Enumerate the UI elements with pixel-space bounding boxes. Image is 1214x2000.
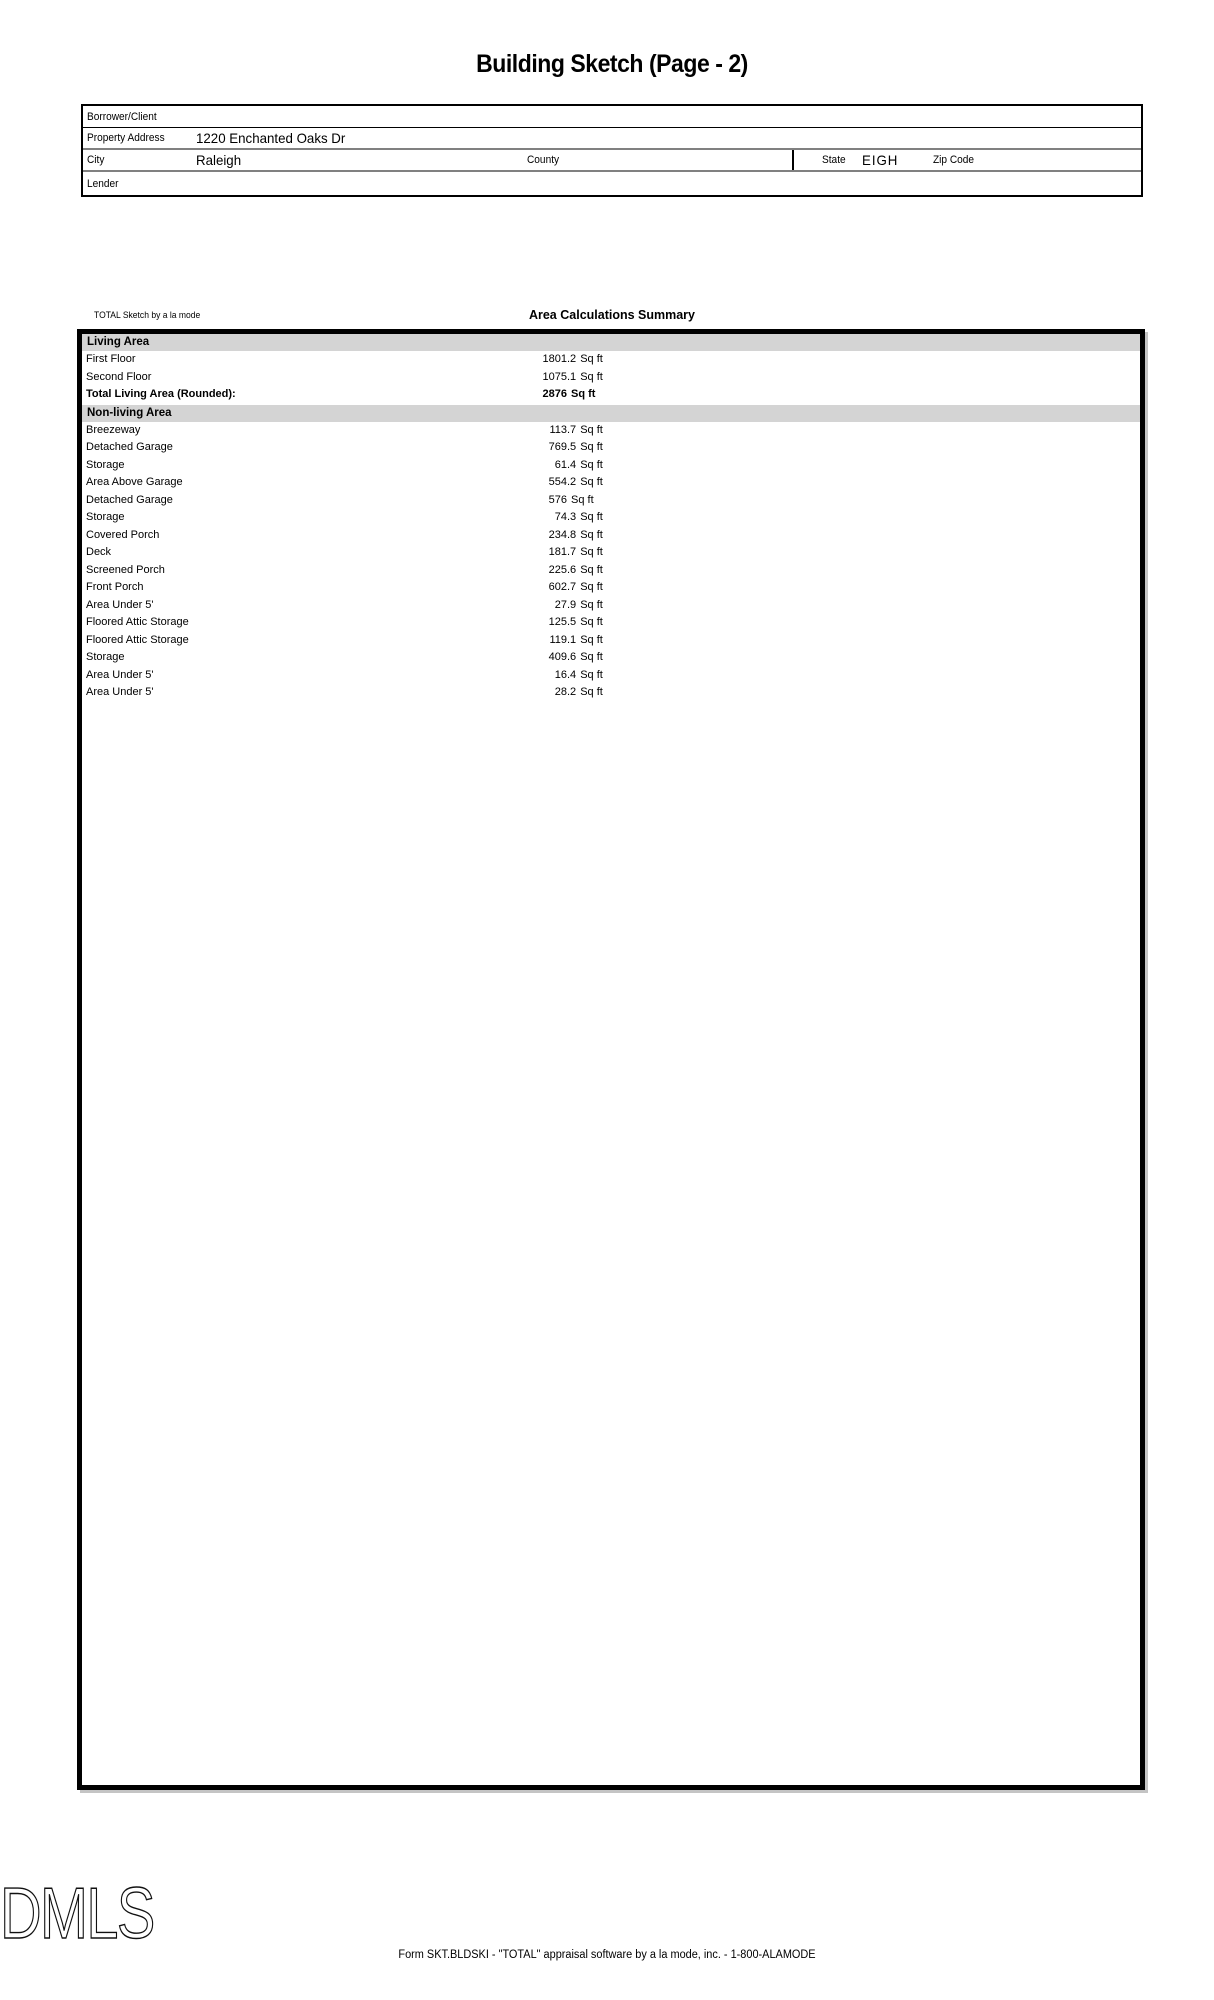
value-dec: .5: [567, 616, 577, 628]
value-int: 27: [554, 598, 567, 611]
calc-row-value: [487, 684, 603, 702]
area-calculations-heading: Area Calculations Summary: [528, 308, 696, 322]
value-unit: Sq ft: [580, 563, 603, 576]
value-unit: Sq ft: [580, 458, 603, 471]
value-int: 554: [548, 476, 567, 488]
calc-row-value: [487, 386, 595, 404]
state-label: State: [822, 154, 846, 166]
value-int: 769: [548, 441, 567, 453]
calc-row-label: First Floor: [86, 353, 136, 365]
calc-row: [82, 544, 1140, 562]
property-address-label: Property Address: [87, 132, 165, 144]
calc-row-label: Storage: [86, 651, 125, 663]
calc-row: [82, 667, 1140, 685]
value-int: 234: [548, 528, 567, 541]
property-address-row: [83, 128, 1141, 150]
value-unit: Sq ft: [580, 633, 603, 646]
calc-row-label: Area Under 5': [86, 686, 154, 698]
sketch-brand-label: TOTAL Sketch by a la mode: [94, 310, 201, 320]
value-dec: .2: [567, 476, 577, 488]
calc-row-value: [487, 667, 603, 685]
value-unit: Sq ft: [580, 476, 603, 488]
value-dec: .9: [567, 598, 577, 611]
value-int: 602: [548, 581, 567, 593]
value-int: 119: [549, 633, 567, 646]
value-unit: Sq ft: [580, 651, 603, 663]
zip-label: Zip Code: [933, 154, 975, 166]
calc-row: [82, 492, 1140, 510]
calc-row: [82, 457, 1140, 475]
calc-row-label: Storage: [86, 458, 125, 471]
value-unit: Sq ft: [580, 598, 603, 611]
calc-row: [82, 422, 1140, 440]
calc-row: [82, 632, 1140, 650]
calc-row-value: [487, 544, 603, 562]
property-address-value: 1220 Enchanted Oaks Dr: [196, 130, 346, 146]
value-unit: Sq ft: [580, 668, 603, 681]
calc-row-value: [487, 369, 603, 387]
calc-row: [82, 439, 1140, 457]
value-dec: .4: [567, 668, 577, 681]
lender-row: [83, 172, 1141, 195]
lender-label: Lender: [87, 177, 119, 190]
calc-row-value: [487, 632, 603, 650]
page-title: Building Sketch (Page - 2): [476, 50, 748, 78]
calc-row: [82, 369, 1140, 387]
calc-row-value: [487, 597, 603, 615]
value-int: 28: [554, 686, 567, 698]
value-dec: .7: [567, 423, 577, 436]
value-int: 1801: [542, 353, 567, 365]
total-living-area-row: [82, 386, 1140, 404]
calc-row: [82, 579, 1140, 597]
dmls-watermark: DMLS: [0, 1874, 154, 1954]
calc-row-label: Covered Porch: [86, 528, 160, 541]
calc-row-value: [487, 422, 603, 440]
value-int: 181: [548, 546, 567, 558]
calc-row-label: Area Under 5': [86, 598, 154, 611]
value-dec: .4: [567, 458, 577, 471]
calc-row: [82, 614, 1140, 632]
calc-row-label: Screened Porch: [86, 563, 165, 576]
value-unit: Sq ft: [580, 423, 603, 436]
calc-row-label: Detached Garage: [86, 441, 173, 453]
value-dec: .3: [567, 511, 577, 523]
value-dec: .1: [567, 633, 577, 646]
calc-row-label: Breezeway: [86, 423, 141, 436]
value-int: 125: [548, 616, 567, 628]
calc-row-value: [487, 509, 603, 527]
calc-row-label: Floored Attic Storage: [86, 616, 189, 628]
calc-row-label: Deck: [86, 546, 112, 558]
value-dec: .7: [567, 581, 577, 593]
county-label: County: [527, 154, 560, 166]
value-dec: .6: [567, 563, 577, 576]
value-unit: Sq ft: [580, 546, 603, 558]
calc-row-label: Second Floor: [86, 370, 152, 383]
calc-row: [82, 351, 1140, 369]
state-value: EIGH: [862, 152, 899, 168]
property-info-table: [81, 104, 1143, 197]
calc-row-value: [487, 474, 603, 492]
value-dec: .6: [567, 651, 577, 663]
city-value: Raleigh: [196, 152, 242, 168]
living-area-section-header: Living Area: [82, 334, 1140, 351]
value-dec: .1: [567, 370, 577, 383]
value-unit: Sq ft: [580, 581, 603, 593]
value-int: 74: [554, 511, 567, 523]
value-int: 225: [548, 563, 567, 576]
value-int: 2876: [542, 388, 567, 400]
calc-row-value: [487, 439, 603, 457]
calc-row-label: Area Above Garage: [86, 476, 183, 488]
calc-row-value: [487, 527, 603, 545]
city-label: City: [87, 154, 105, 166]
calc-row-label: Total Living Area (Rounded):: [86, 388, 236, 400]
calc-row: [82, 684, 1140, 702]
value-dec: .8: [567, 528, 577, 541]
calc-row: [82, 597, 1140, 615]
value-unit: Sq ft: [580, 511, 603, 523]
calc-row: [82, 649, 1140, 667]
value-int: 61: [554, 458, 567, 471]
value-dec: .7: [567, 546, 577, 558]
borrower-label: Borrower/Client: [87, 110, 157, 123]
value-int: 576: [548, 493, 567, 506]
value-unit: Sq ft: [571, 388, 596, 400]
calc-row: [82, 509, 1140, 527]
value-unit: Sq ft: [580, 370, 603, 383]
value-unit: Sq ft: [580, 616, 603, 628]
value-unit: Sq ft: [580, 686, 603, 698]
calc-row-value: [487, 614, 603, 632]
value-dec: .2: [567, 686, 577, 698]
value-int: 1075: [542, 370, 567, 383]
calc-row: [82, 562, 1140, 580]
value-int: 113: [549, 423, 567, 436]
calc-row: [82, 474, 1140, 492]
cell-divider: [792, 150, 794, 170]
calc-row-label: Front Porch: [86, 581, 144, 593]
value-dec: .5: [567, 441, 577, 453]
value-unit: Sq ft: [580, 528, 603, 541]
calc-row-value: [487, 562, 603, 580]
calc-row-value: [487, 492, 594, 510]
calc-row-value: [487, 351, 603, 369]
value-int: 16: [554, 668, 567, 681]
calc-row-label: Floored Attic Storage: [86, 633, 189, 646]
nonliving-area-section-header: Non-living Area: [82, 405, 1140, 422]
calc-row: [82, 527, 1140, 545]
borrower-row: [83, 106, 1141, 128]
value-dec: .2: [567, 353, 577, 365]
calc-row-label: Area Under 5': [86, 668, 154, 681]
value-unit: Sq ft: [580, 353, 603, 365]
calc-row-value: [487, 457, 603, 475]
calc-row-label: Detached Garage: [86, 493, 173, 506]
city-row: [83, 150, 1141, 172]
calc-row-value: [487, 579, 603, 597]
calc-row-label: Storage: [86, 511, 125, 523]
summary-header-line: [81, 303, 1143, 323]
form-footer-text: Form SKT.BLDSKI - "TOTAL" appraisal software by a la mode, inc. - 1-800-ALAMODE: [398, 1949, 816, 1961]
value-unit: Sq ft: [571, 493, 594, 506]
value-int: 409: [548, 651, 567, 663]
calc-row-value: [487, 649, 603, 667]
area-calculations-box: [77, 329, 1145, 1790]
value-unit: Sq ft: [580, 441, 603, 453]
